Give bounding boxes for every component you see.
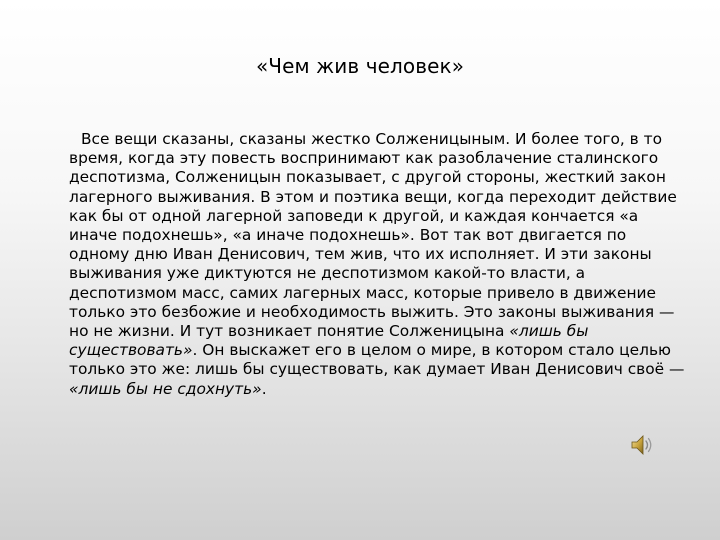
speaker-icon[interactable] bbox=[628, 432, 654, 458]
speaker-icon-graphic bbox=[628, 432, 654, 458]
slide-title: «Чем жив человек» bbox=[255, 54, 465, 78]
quote-not-die: «лишь бы не сдохнуть» bbox=[69, 379, 262, 398]
paragraph-text-part1: Все вещи сказаны, сказаны жестко Солженицыным. И более того, в то время, когда эту повесть воспринимают как разоблачение сталинского деспотизма, Солженицын показывает, с другой стороны, жесткий закон лагерного выживания. В этом и поэтика вещи, когда переходит действие как бы от одной лагерной заповеди к другой, и каждая кончается «а иначе подохнешь», «а иначе подохнешь». Вот так вот двигается по одному дню Иван Денисович, тем жив, что их исполняет. И эти законы выживания уже диктуются не деспотизмом какой-то власти, а деспотизмом масс, самих лагерных масс, которые привело в движение только это безбожие и необходимость выжить. Это законы выживания — но не жизни. И тут возникает понятие Солженицына bbox=[69, 130, 677, 341]
quote-exist: «лишь бы существовать» bbox=[69, 322, 589, 360]
paragraph-text-part3: . bbox=[261, 379, 267, 398]
body-paragraph bbox=[69, 130, 685, 399]
paragraph-text-part2: . Он выскажет его в целом о мире, в котором стало целью только это же: лишь бы существовать, как думает Иван Денисович своё — bbox=[69, 341, 685, 379]
